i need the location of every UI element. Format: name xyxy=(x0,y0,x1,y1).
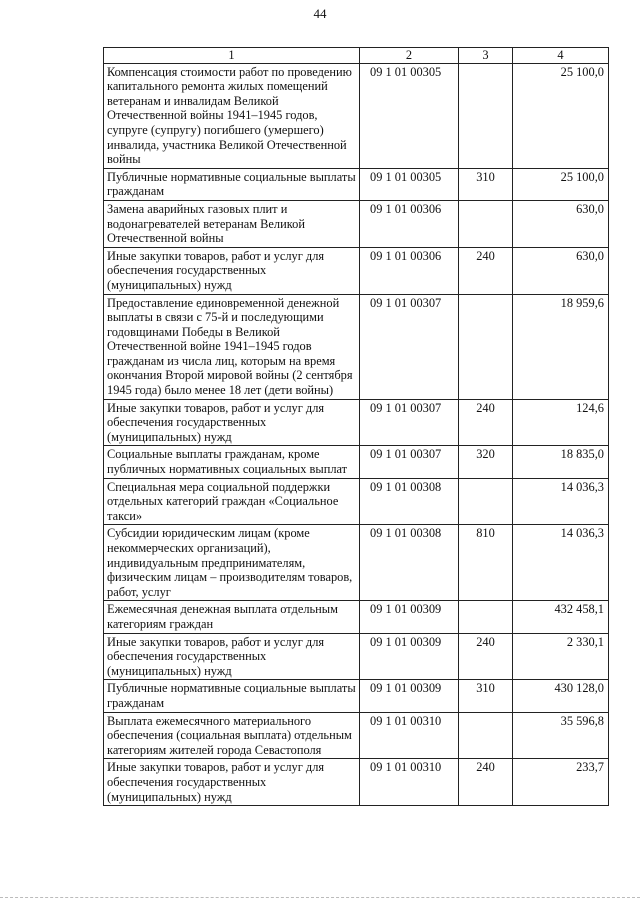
page-bottom-edge xyxy=(0,897,640,900)
item-name: Иные закупки товаров, работ и услуг для обеспечения государственных (муниципальных) нужд xyxy=(104,633,360,680)
item-name: Компенсация стоимости работ по проведению капитального ремонта жилых помещений ветеранам и инвалидам Великой Отечественной войны 1941–1945 годов, супруге (супругу) погибшего (умершего) инвалида, участника Великой Отечественной войны xyxy=(104,63,360,168)
target-code: 09 1 01 00309 xyxy=(360,633,459,680)
expense-type: 240 xyxy=(459,399,513,446)
table-row xyxy=(104,294,609,399)
amount: 430 128,0 xyxy=(513,680,609,712)
target-code: 09 1 01 00309 xyxy=(360,680,459,712)
target-code: 09 1 01 00308 xyxy=(360,478,459,525)
item-name: Субсидии юридическим лицам (кроме некоммерческих организаций), индивидуальным предпринимателям, физическим лицам – производителям товаров, работ, услуг xyxy=(104,525,360,601)
item-name: Специальная мера социальной поддержки отдельных категорий граждан «Социальное такси» xyxy=(104,478,360,525)
target-code: 09 1 01 00305 xyxy=(360,63,459,168)
table-row xyxy=(104,680,609,712)
item-name: Выплата ежемесячного материального обеспечения (социальная выплата) отдельным категориям жителей города Севастополя xyxy=(104,712,360,759)
item-name: Предоставление единовременной денежной выплаты в связи с 75-й и последующими годовщинами Победы в Великой Отечественной войне 1941–1945 годов гражданам из числа лиц, которым на время окончания Второй мировой войны (2 сентября 1945 года) было менее 18 лет (дети войны) xyxy=(104,294,360,399)
amount: 18 835,0 xyxy=(513,446,609,478)
amount: 233,7 xyxy=(513,759,609,806)
amount: 124,6 xyxy=(513,399,609,446)
table-row xyxy=(104,446,609,478)
table-row xyxy=(104,399,609,446)
header-col-2: 2 xyxy=(360,48,459,64)
table-row xyxy=(104,712,609,759)
target-code: 09 1 01 00305 xyxy=(360,168,459,200)
target-code: 09 1 01 00309 xyxy=(360,601,459,633)
header-row xyxy=(104,48,609,64)
target-code: 09 1 01 00306 xyxy=(360,200,459,247)
amount: 432 458,1 xyxy=(513,601,609,633)
expense-type: 320 xyxy=(459,446,513,478)
expense-type: 310 xyxy=(459,680,513,712)
page-number: 44 xyxy=(313,6,327,21)
expense-type xyxy=(459,294,513,399)
table-row xyxy=(104,633,609,680)
header-col-3: 3 xyxy=(459,48,513,64)
header-col-1: 1 xyxy=(104,48,360,64)
amount: 14 036,3 xyxy=(513,525,609,601)
amount: 18 959,6 xyxy=(513,294,609,399)
amount: 2 330,1 xyxy=(513,633,609,680)
table-row xyxy=(104,168,609,200)
amount: 630,0 xyxy=(513,200,609,247)
amount: 25 100,0 xyxy=(513,168,609,200)
table-body xyxy=(104,63,609,806)
expense-type xyxy=(459,712,513,759)
table-row xyxy=(104,247,609,294)
table-row xyxy=(104,759,609,806)
expense-type: 310 xyxy=(459,168,513,200)
expense-type xyxy=(459,601,513,633)
item-name: Иные закупки товаров, работ и услуг для обеспечения государственных (муниципальных) нужд xyxy=(104,399,360,446)
table-row xyxy=(104,525,609,601)
amount: 25 100,0 xyxy=(513,63,609,168)
item-name: Публичные нормативные социальные выплаты гражданам xyxy=(104,680,360,712)
item-name: Замена аварийных газовых плит и водонагревателей ветеранам Великой Отечественной войны xyxy=(104,200,360,247)
expense-type xyxy=(459,63,513,168)
table-row xyxy=(104,601,609,633)
budget-table xyxy=(103,47,609,806)
target-code: 09 1 01 00307 xyxy=(360,399,459,446)
item-name: Ежемесячная денежная выплата отдельным категориям граждан xyxy=(104,601,360,633)
item-name: Публичные нормативные социальные выплаты гражданам xyxy=(104,168,360,200)
expense-type xyxy=(459,200,513,247)
amount: 35 596,8 xyxy=(513,712,609,759)
expense-type xyxy=(459,478,513,525)
target-code: 09 1 01 00307 xyxy=(360,294,459,399)
target-code: 09 1 01 00310 xyxy=(360,759,459,806)
table-row xyxy=(104,200,609,247)
expense-type: 240 xyxy=(459,759,513,806)
table-header xyxy=(104,48,609,64)
item-name: Социальные выплаты гражданам, кроме публичных нормативных социальных выплат xyxy=(104,446,360,478)
table-row xyxy=(104,63,609,168)
expense-type: 240 xyxy=(459,247,513,294)
amount: 630,0 xyxy=(513,247,609,294)
target-code: 09 1 01 00307 xyxy=(360,446,459,478)
expense-type: 810 xyxy=(459,525,513,601)
item-name: Иные закупки товаров, работ и услуг для обеспечения государственных (муниципальных) нужд xyxy=(104,247,360,294)
header-col-4: 4 xyxy=(513,48,609,64)
target-code: 09 1 01 00306 xyxy=(360,247,459,294)
item-name: Иные закупки товаров, работ и услуг для обеспечения государственных (муниципальных) нужд xyxy=(104,759,360,806)
target-code: 09 1 01 00308 xyxy=(360,525,459,601)
table-row xyxy=(104,478,609,525)
amount: 14 036,3 xyxy=(513,478,609,525)
target-code: 09 1 01 00310 xyxy=(360,712,459,759)
expense-type: 240 xyxy=(459,633,513,680)
